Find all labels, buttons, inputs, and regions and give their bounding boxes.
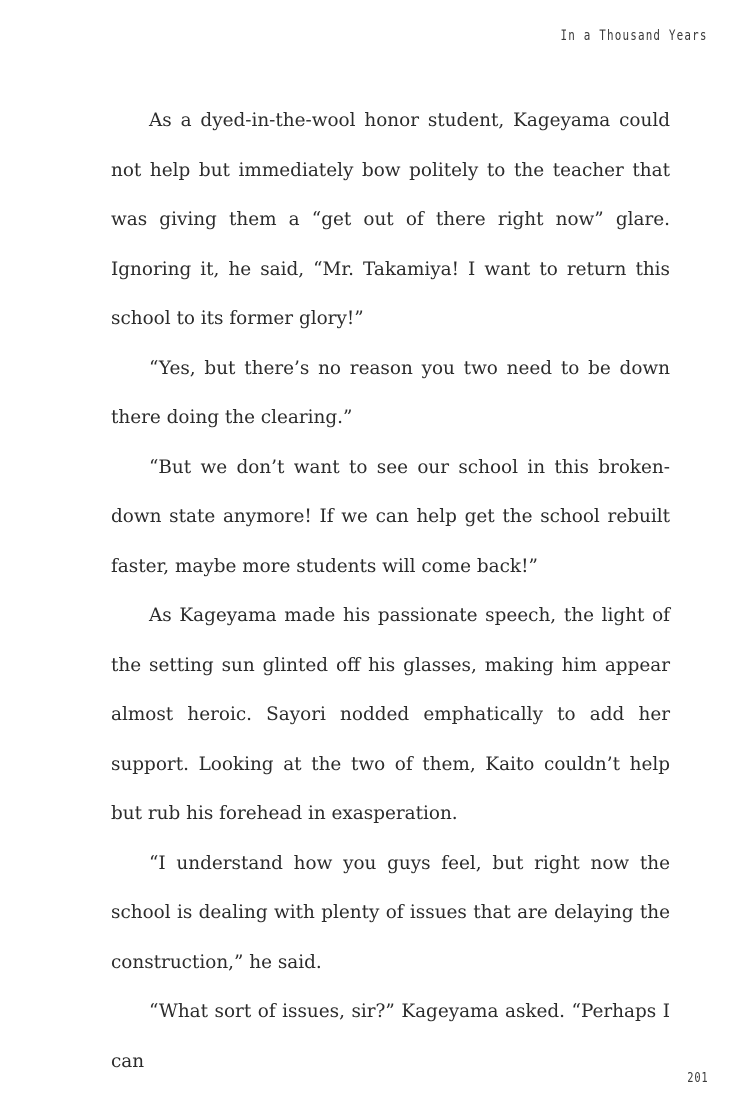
body-text bbox=[111, 96, 670, 1086]
paragraph: “What sort of issues, sir?” Kageyama asked. “Perhaps I can bbox=[111, 1001, 670, 1072]
paragraph: “But we don’t want to see our school in this broken-down state anymore! If we can help get the school rebuilt faster, maybe more students will come back!” bbox=[111, 456, 670, 577]
paragraph: As Kageyama made his passionate speech, the light of the setting sun glinted off his glasses, making him appear almost heroic. Sayori nodded emphatically to add her support. Looking at the two of them, Kaito couldn’t help but rub his forehead in exasperation. bbox=[111, 605, 670, 824]
paragraph: “I understand how you guys feel, but right now the school is dealing with plenty of issues that are delaying the construction,” he said. bbox=[111, 852, 670, 973]
paragraph: “Yes, but there’s no reason you two need to be down there doing the clearing.” bbox=[111, 357, 670, 428]
page-number: 201 bbox=[686, 1071, 708, 1086]
running-header: In a Thousand Years bbox=[560, 28, 708, 44]
paragraph: As a dyed-in-the-wool honor student, Kageyama could not help but immediately bow politely to the teacher that was giving them a “get out of there right now” glare. Ignoring it, he said, “Mr. Takamiya! I want to return this school to its former glory!” bbox=[111, 110, 670, 329]
